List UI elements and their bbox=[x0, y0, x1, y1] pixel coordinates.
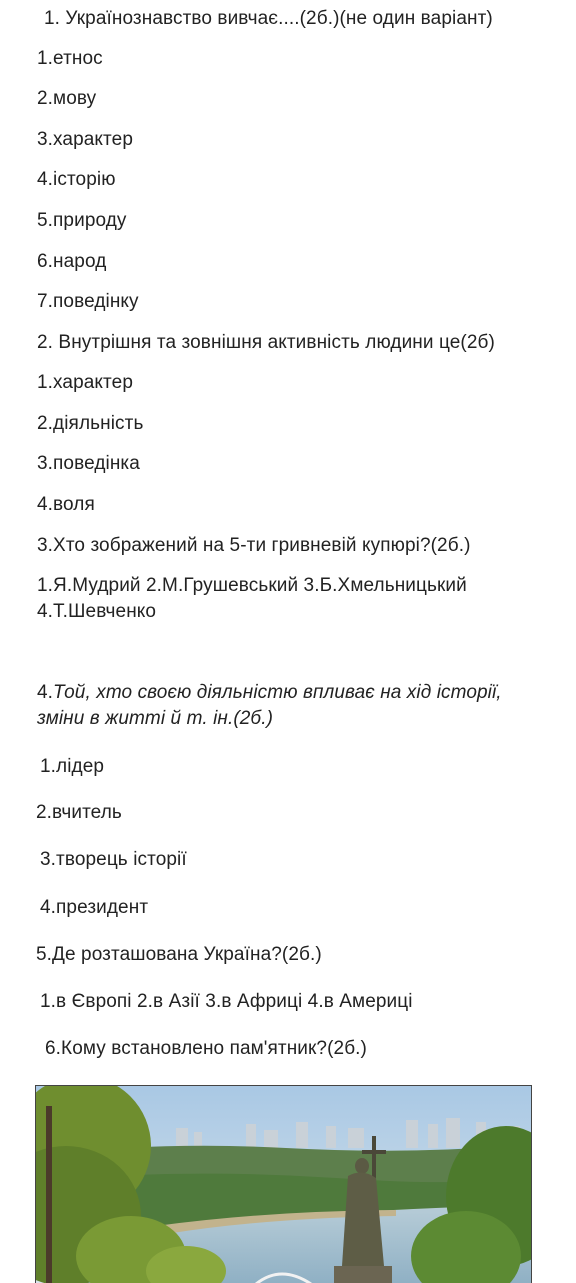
q4-option: 1.лідер bbox=[40, 756, 105, 777]
q3-title: 3.Хто зображений на 5-ти гривневій купюрі?(2б.) bbox=[37, 535, 471, 556]
q4-option: 2.вчитель bbox=[36, 802, 122, 823]
q2-option: 1.характер bbox=[37, 372, 133, 393]
monument-photo bbox=[35, 1085, 532, 1283]
q2-option: 3.поведінка bbox=[37, 453, 140, 474]
q4-option: 3.творець історії bbox=[40, 849, 187, 870]
q6-title: 6.Кому встановлено пам'ятник?(2б.) bbox=[45, 1038, 367, 1059]
q3-options-line: 4.Т.Шевченко bbox=[37, 601, 157, 622]
q5-title: 5.Де розташована Україна?(2б.) bbox=[36, 944, 322, 965]
q4-title-cont: зміни в житті й т. ін.(2б.) bbox=[37, 708, 274, 729]
q2-title: 2. Внутрішня та зовнішня активність людини це(2б) bbox=[37, 332, 495, 353]
q1-option: 2.мову bbox=[37, 88, 97, 109]
q2-option: 4.воля bbox=[37, 494, 95, 515]
q2-option: 2.діяльність bbox=[37, 413, 144, 434]
q1-option: 3.характер bbox=[37, 129, 133, 150]
q4-title bbox=[37, 682, 502, 704]
q4-number: 4. bbox=[37, 682, 54, 703]
q4-title-text: Той, хто своєю діяльністю впливає на хід історії, bbox=[53, 682, 502, 703]
q5-options-line: 1.в Європі 2.в Азії 3.в Африці 4.в Америці bbox=[40, 991, 413, 1012]
q1-option: 6.народ bbox=[37, 251, 107, 272]
q1-option: 7.поведінку bbox=[37, 291, 139, 312]
q3-options-line: 1.Я.Мудрий 2.М.Грушевський 3.Б.Хмельницький bbox=[37, 575, 467, 596]
q4-option: 4.президент bbox=[40, 897, 149, 918]
q1-option: 5.природу bbox=[37, 210, 127, 231]
q1-option: 4.історію bbox=[37, 169, 116, 190]
q1-option: 1.етнос bbox=[37, 48, 103, 69]
q1-title: 1. Українознавство вивчає....(2б.)(не один варіант) bbox=[44, 8, 493, 29]
